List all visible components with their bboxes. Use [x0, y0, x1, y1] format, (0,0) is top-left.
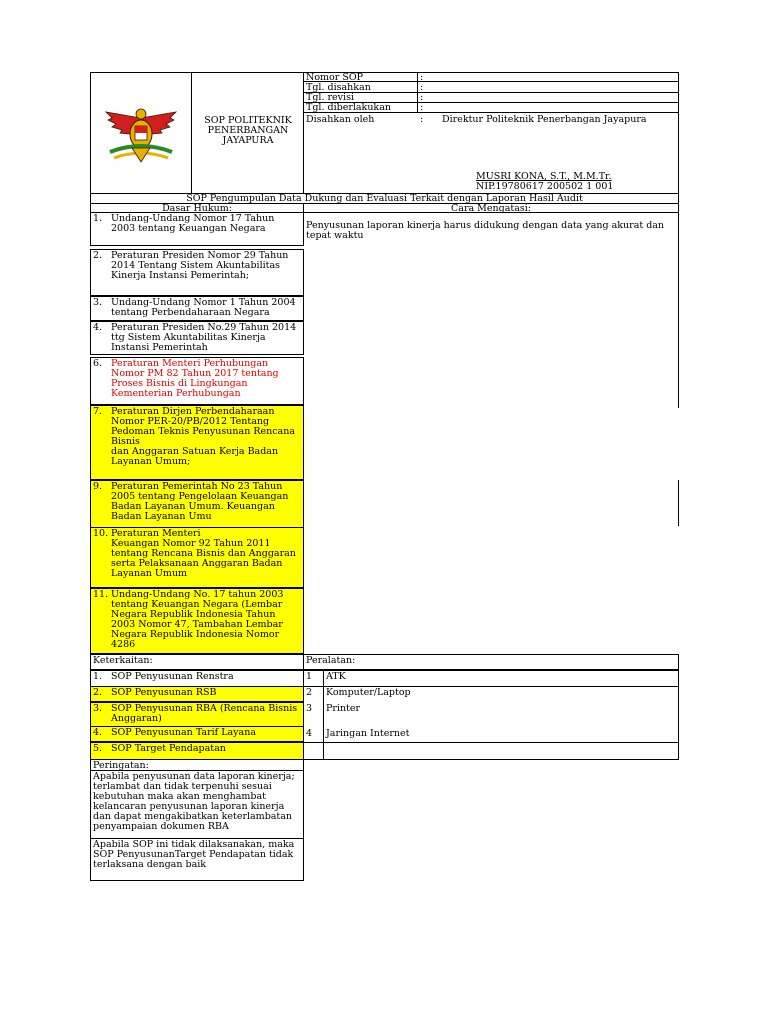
item-number: 9. — [93, 481, 103, 492]
keterkaitan-item — [90, 670, 304, 687]
field-label-tgl-revisi: Tgl. revisi — [306, 92, 354, 103]
approver-nip: NIP.19780617 200502 1 001 — [476, 181, 614, 192]
sop-title: SOP Pengumpulan Data Dukung dan Evaluasi Terkait dengan Laporan Hasil Audit — [90, 193, 679, 204]
item-text: Peraturan Presiden Nomor 29 Tahun 2014 Tentang Sistem Akuntabilitas Kinerja Instansi Pemerintah; — [111, 250, 289, 281]
header-label-divider — [417, 72, 418, 113]
dasar-hukum-item — [90, 588, 304, 654]
item-number: 3. — [93, 703, 103, 714]
field-label-tgl-disahkan: Tgl. disahkan — [306, 82, 371, 93]
org-name: SOP POLITEKNIK PENERBANGAN JAYAPURA — [204, 115, 292, 146]
peralatan-row-line — [303, 742, 679, 743]
item-text: Undang-Undang Nomor 1 Tahun 2004 tentang Perbendaharaan Negara — [111, 297, 296, 318]
approver-name: MUSRI KONA, S.T., M.M.Tr. — [476, 171, 612, 182]
item-text: SOP Penyusunan Renstra — [111, 671, 234, 682]
peralatan-item-number: 1 — [306, 671, 313, 682]
field-label-tgl-diberlakukan: Tgl. diberlakukan — [306, 102, 391, 113]
peralatan-item-text: Komputer/Laptop — [326, 687, 411, 698]
peringatan-item: Apabila SOP ini tidak dilaksanakan, maka SOP PenyusunanTarget Pendapatan tidak terlaksana dengan baik — [90, 838, 304, 881]
dasar-hukum-item — [90, 405, 304, 480]
dasar-hukum-item — [90, 212, 304, 246]
keterkaitan-heading: Keterkaitan: — [90, 654, 304, 670]
item-number: 5. — [93, 743, 103, 754]
peralatan-item-text: ATK — [326, 671, 346, 682]
item-number: 2. — [93, 687, 103, 698]
item-number: 11. — [93, 589, 109, 600]
garuda-logo-icon — [102, 104, 180, 164]
field-value-nomor-sop: : — [420, 72, 424, 83]
item-text: Peraturan Menteri Perhubungan Nomor PM 82 Tahun 2017 tentang Proses Bisnis di Lingkungan Kementerian Perhubungan — [111, 358, 279, 399]
dasar-hukum-item — [90, 480, 304, 528]
item-text: Peraturan Presiden No.29 Tahun 2014 ttg Sistem Akuntabilitas Kinerja Instansi Pemerintah — [111, 322, 297, 353]
item-number: 4. — [93, 727, 103, 738]
cara-mengatasi-text: Penyusunan laporan kinerja harus didukung dengan data yang akurat dan tepat waktu — [306, 220, 665, 241]
item-text: SOP Penyusunan Tarif Layana — [111, 727, 256, 738]
field-label-nomor-sop: Nomor SOP — [306, 72, 364, 83]
peralatan-item-number: 2 — [306, 687, 313, 698]
item-number: 1. — [93, 671, 103, 682]
keterkaitan-item — [90, 686, 304, 702]
field-value-tgl-revisi: : — [420, 92, 424, 103]
dasar-hukum-item — [90, 357, 304, 405]
item-text: Peraturan Dirjen Perbendaharaan Nomor PER-20/PB/2012 Tentang Pedoman Teknis Penyusunan Rencana Bisnis dan Anggaran Satuan Kerja Badan Layanan Umum; — [111, 406, 295, 467]
peringatan-heading: Peringatan: — [90, 759, 304, 771]
item-number: 10. — [93, 528, 109, 539]
dasar-hukum-item — [90, 249, 304, 296]
item-number: 4. — [93, 322, 103, 333]
dasar-hukum-heading: Dasar Hukum: — [90, 203, 304, 213]
peralatan-heading: Peralatan: — [303, 654, 679, 670]
item-text: Peraturan Menteri Keuangan Nomor 92 Tahun 2011 tentang Rencana Bisnis dan Anggaran serta Pelaksanaan Anggaran Badan Layanan Umum — [111, 528, 296, 579]
peralatan-number-divider — [323, 670, 324, 760]
keterkaitan-item — [90, 742, 304, 760]
item-text: Undang-Undang No. 17 tahun 2003 tentang Keuangan Negara (Lembar Negara Republik Indonesia Tahun 2003 Nomor 47, Tambahan Lembar Negara Republik Indonesia Nomor 4286 — [111, 589, 284, 650]
peralatan-item-text: Jaringan Internet — [326, 728, 410, 739]
item-number: 2. — [93, 250, 103, 261]
item-text: Peraturan Pemerintah No 23 Tahun 2005 tentang Pengelolaan Keuangan Badan Layanan Umum. Keuangan Badan Layanan Umu — [111, 481, 289, 522]
dasar-hukum-item — [90, 321, 304, 355]
item-number: 3. — [93, 297, 103, 308]
item-number: 6. — [93, 358, 103, 369]
keterkaitan-item — [90, 702, 304, 727]
peralatan-list-box — [303, 670, 679, 760]
item-text: Undang-Undang Nomor 17 Tahun 2003 tentang Keuangan Negara — [111, 213, 275, 234]
peralatan-item-number: 3 — [306, 703, 313, 714]
item-text: SOP Penyusunan RSB — [111, 687, 217, 698]
item-text: SOP Target Pendapatan — [111, 743, 226, 754]
dasar-hukum-item — [90, 527, 304, 588]
peralatan-item-text: Printer — [326, 703, 361, 714]
item-number: 7. — [93, 406, 103, 417]
peralatan-item-number: 4 — [306, 728, 313, 739]
field-value-tgl-disahkan: : — [420, 82, 424, 93]
keterkaitan-item — [90, 726, 304, 742]
approver-title: Direktur Politeknik Penerbangan Jayapura — [442, 114, 647, 125]
cara-mengatasi-heading: Cara Mengatasi: — [303, 203, 679, 213]
right-border-fragment — [678, 212, 679, 408]
dasar-hukum-item — [90, 296, 304, 321]
field-value-tgl-diberlakukan: : — [420, 102, 424, 113]
item-number: 1. — [93, 213, 103, 224]
approved-colon: : — [420, 114, 424, 125]
peringatan-item: Apabila penyusunan data laporan kinerja; terlambat dan tidak terpenuhi sesuai kebutuhan maka akan menghambat kelancaran penyusunan laporan kinerja dan dapat mengakibatkan keterlambatan penyampaian dokumen RBA — [90, 770, 304, 839]
approved-label: Disahkan oleh — [306, 114, 375, 125]
right-border-fragment — [678, 480, 679, 526]
item-text: SOP Penyusunan RBA (Rencana Bisnis Anggaran) — [111, 703, 298, 724]
